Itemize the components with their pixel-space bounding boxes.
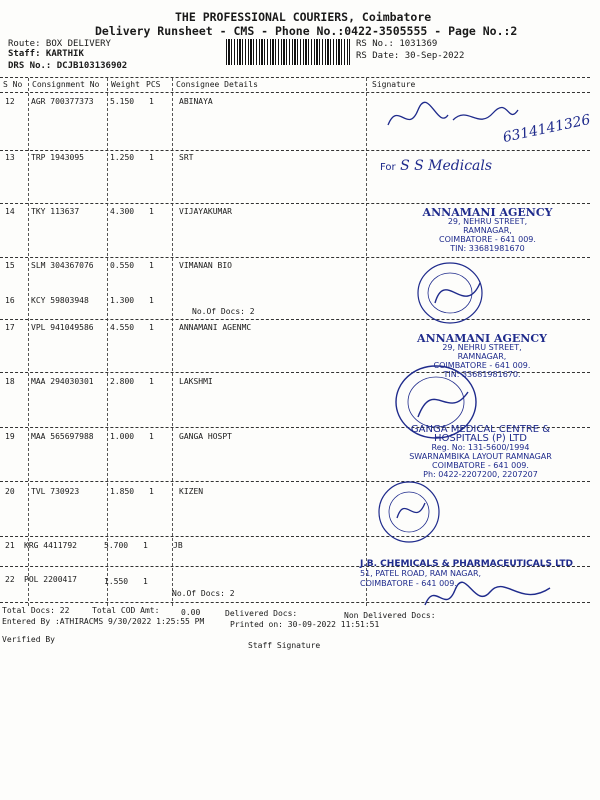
row-consignee: ANNAMANI AGENMC bbox=[179, 323, 252, 332]
column-line bbox=[28, 78, 29, 606]
row-pcs: 1 bbox=[149, 296, 154, 305]
printed-on: Printed on: 30-09-2022 11:51:51 bbox=[230, 620, 380, 629]
verified-by: Verified By bbox=[2, 635, 55, 644]
row-consignment: TRP 1943095 bbox=[31, 153, 84, 162]
runsheet-title: Delivery Runsheet - CMS - Phone No.:0422-3505555 - Page No.:2 bbox=[95, 24, 518, 38]
row-sno: 14 bbox=[5, 207, 15, 216]
company-title: THE PROFESSIONAL COURIERS, Coimbatore bbox=[175, 10, 432, 24]
stamp-ganga-hospital: GANGA MEDICAL CENTRE & HOSPITALS (P) LTD Reg. No: 131-5600/1994 SWARNAMBIKA LAYOUT RAMNAGAR COIMBATORE - 641 009. Ph: 0422-2207200, 2207207 bbox=[409, 424, 552, 479]
stamp-jb-chemicals: J.B. CHEMICALS & PHARMACEUTICALS LTD 51, PATEL ROAD, RAM NAGAR, COIMBATORE - 641 009. bbox=[360, 559, 573, 588]
row-pcs: 1 bbox=[149, 377, 154, 386]
total-cod-amount: 0.00 bbox=[181, 608, 201, 617]
row-weight: 2.800 bbox=[110, 377, 135, 386]
seal-vimanan bbox=[410, 258, 500, 333]
signature-abinaya bbox=[378, 95, 598, 150]
row-weight: 5.700 bbox=[104, 541, 129, 550]
row-consignment: KCY 59803948 bbox=[31, 296, 89, 305]
row-pcs: 1 bbox=[149, 97, 154, 106]
divider bbox=[0, 319, 590, 320]
divider bbox=[0, 203, 590, 204]
row-consignment: POL 2200417 bbox=[24, 575, 77, 584]
column-line bbox=[172, 78, 173, 606]
row-consignment: AGR 700377373 bbox=[31, 97, 94, 106]
total-cod-label: Total COD Amt: bbox=[92, 606, 160, 615]
staff-label: Staff: KARTHIK bbox=[8, 49, 84, 59]
row-consignment: KRG 4411792 bbox=[24, 541, 77, 550]
row-consignee: JB bbox=[173, 541, 183, 550]
row-sno: 17 bbox=[5, 323, 15, 332]
stamp-annamani-2: ANNAMANI AGENCY 29, NEHRU STREET, RAMNAGAR, COIMBATORE - 641 009. TIN: 33681981670. bbox=[417, 332, 547, 379]
row-pcs: 1 bbox=[149, 153, 154, 162]
row-pcs: 1 bbox=[149, 432, 154, 441]
delivered-docs: Delivered Docs: bbox=[225, 609, 298, 618]
row-consignment: MAA 565697988 bbox=[31, 432, 94, 441]
row-consignee: GANGA HOSPT bbox=[179, 432, 232, 441]
row-pcs: 1 bbox=[143, 541, 148, 550]
row-docs: No.Of Docs: 2 bbox=[192, 307, 255, 316]
entered-by: Entered By :ATHIRACMS 9/30/2022 1:25:55 PM bbox=[2, 617, 205, 626]
row-pcs: 1 bbox=[149, 207, 154, 216]
row-consignee: SRT bbox=[179, 153, 194, 162]
divider bbox=[0, 257, 590, 258]
rs-date: RS Date: 30-Sep-2022 bbox=[356, 51, 465, 61]
drs-number: DRS No.: DCJB103136902 bbox=[8, 61, 128, 71]
row-consignment: TVL 730923 bbox=[31, 487, 80, 496]
row-sno: 19 bbox=[5, 432, 15, 441]
row-weight: 1.850 bbox=[110, 487, 135, 496]
col-consignment: Consignment No bbox=[32, 80, 100, 89]
stamp-annamani-1: ANNAMANI AGENCY 29, NEHRU STREET, RAMNAGAR, COIMBATORE - 641 009. TIN: 33681981670 bbox=[422, 206, 553, 253]
row-pcs: 1 bbox=[149, 323, 154, 332]
row-consignee: KIZEN bbox=[179, 487, 204, 496]
row-consignee: ABINAYA bbox=[179, 97, 213, 106]
row-consignee: LAKSHMI bbox=[179, 377, 213, 386]
rs-number: RS No.: 1031369 bbox=[356, 39, 438, 49]
row-pcs: 1 bbox=[149, 487, 154, 496]
row-sno: 21 bbox=[5, 541, 15, 550]
seal-kizen bbox=[375, 478, 445, 548]
column-line bbox=[107, 78, 108, 606]
row-weight: 5.150 bbox=[110, 97, 135, 106]
row-weight: 4.550 bbox=[110, 323, 135, 332]
column-line bbox=[366, 78, 367, 606]
col-signature: Signature bbox=[372, 80, 416, 89]
row-pcs: 1 bbox=[149, 261, 154, 270]
divider bbox=[0, 77, 590, 78]
row-weight: 4.300 bbox=[110, 207, 135, 216]
divider bbox=[0, 481, 590, 482]
row-consignment: VPL 941049586 bbox=[31, 323, 94, 332]
col-pcs: PCS bbox=[146, 80, 161, 89]
row-sno: 12 bbox=[5, 97, 15, 106]
row-weight: 1.550 bbox=[104, 577, 129, 586]
row-consignment: TKY 113637 bbox=[31, 207, 80, 216]
col-consignee: Consignee Details bbox=[176, 80, 258, 89]
divider bbox=[0, 150, 590, 151]
route-label: Route: BOX DELIVERY bbox=[8, 39, 111, 49]
row-weight: 1.250 bbox=[110, 153, 135, 162]
stamp-ss-medicals: For S S Medicals bbox=[380, 158, 493, 174]
row-sno: 20 bbox=[5, 487, 15, 496]
barcode bbox=[226, 39, 350, 65]
row-weight: 1.300 bbox=[110, 296, 135, 305]
row-sno: 18 bbox=[5, 377, 15, 386]
row-weight: 0.550 bbox=[110, 261, 135, 270]
row-sno: 22 bbox=[5, 575, 15, 584]
row-consignment: MAA 294030301 bbox=[31, 377, 94, 386]
total-docs: Total Docs: 22 bbox=[2, 606, 70, 615]
col-weight: Weight bbox=[111, 80, 140, 89]
row-sno: 13 bbox=[5, 153, 15, 162]
row-pcs: 1 bbox=[143, 577, 148, 586]
non-delivered-docs: Non Delivered Docs: bbox=[344, 611, 436, 620]
row-consignee: VIJAYAKUMAR bbox=[179, 207, 232, 216]
row-sno: 16 bbox=[5, 296, 15, 305]
row-consignment: SLM 304367076 bbox=[31, 261, 94, 270]
handwritten-phone: 6314141326 bbox=[501, 111, 592, 147]
signature-jb bbox=[420, 580, 570, 615]
divider bbox=[0, 92, 590, 93]
staff-signature: Staff Signature bbox=[248, 641, 321, 650]
divider bbox=[0, 536, 590, 537]
row-docs: No.Of Docs: 2 bbox=[172, 589, 235, 598]
row-consignee: VIMANAN BIO bbox=[179, 261, 232, 270]
row-sno: 15 bbox=[5, 261, 15, 270]
col-sno: S No bbox=[3, 80, 23, 89]
row-weight: 1.000 bbox=[110, 432, 135, 441]
